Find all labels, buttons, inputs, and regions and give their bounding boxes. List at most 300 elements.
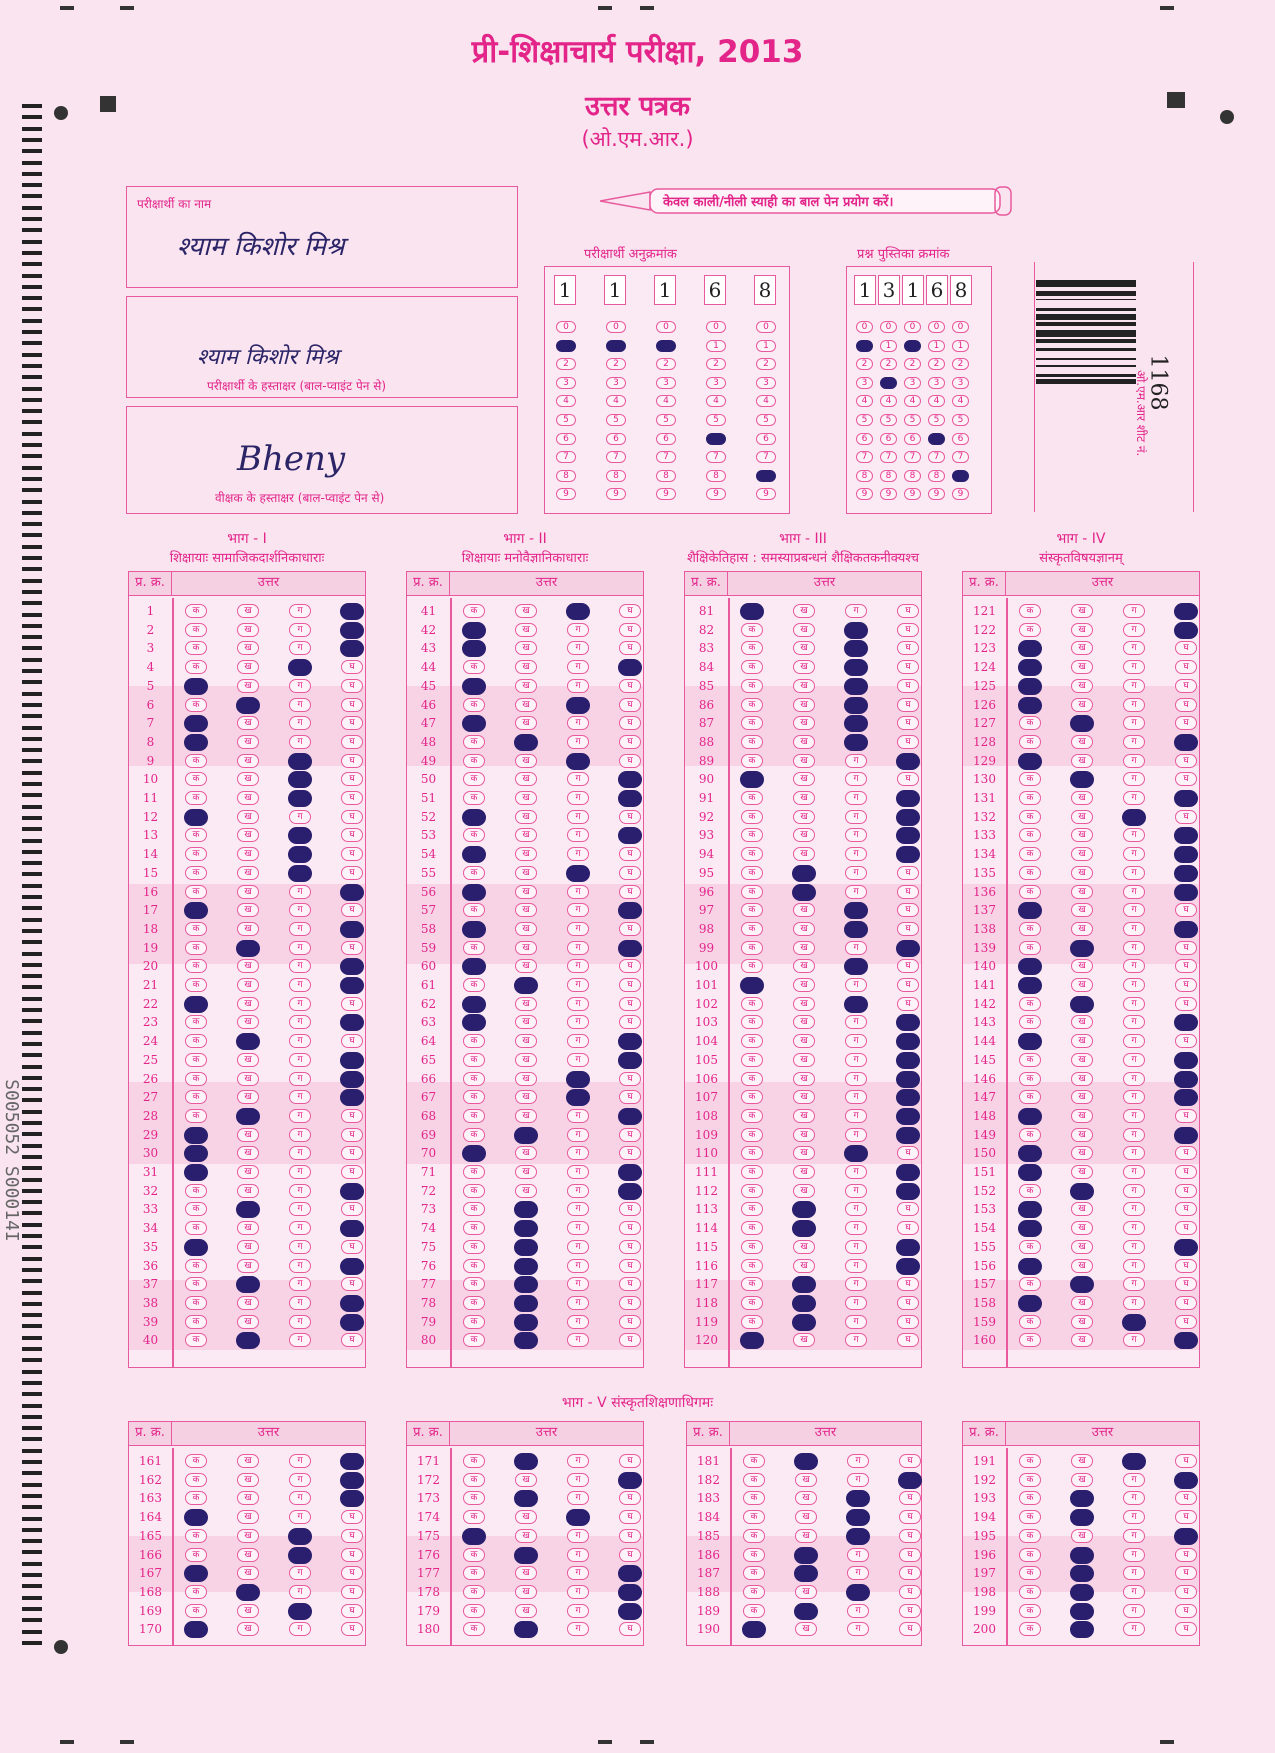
answer-bubble[interactable] [1018, 902, 1042, 919]
answer-bubble[interactable] [1018, 753, 1042, 770]
answer-bubble[interactable] [794, 1565, 818, 1582]
digit-bubble[interactable]: 7 [856, 451, 873, 463]
digit-bubble[interactable]: 0 [656, 321, 676, 333]
answer-bubble[interactable]: ग [845, 1221, 867, 1235]
answer-bubble[interactable]: ख [1071, 959, 1093, 973]
answer-bubble[interactable]: घ [619, 1622, 641, 1636]
answer-bubble[interactable] [1018, 1164, 1042, 1181]
answer-bubble[interactable]: क [463, 772, 485, 786]
answer-bubble[interactable] [1174, 1014, 1198, 1031]
answer-bubble[interactable] [184, 996, 208, 1013]
answer-bubble[interactable]: क [463, 698, 485, 712]
answer-bubble[interactable]: क [185, 1072, 207, 1086]
answer-bubble[interactable]: क [463, 1548, 485, 1562]
answer-bubble[interactable]: ग [1123, 791, 1145, 805]
answer-bubble[interactable] [742, 1621, 766, 1638]
answer-bubble[interactable]: ख [1071, 679, 1093, 693]
answer-bubble[interactable] [340, 640, 364, 657]
answer-bubble[interactable]: क [741, 810, 763, 824]
answer-bubble[interactable]: ग [289, 604, 311, 618]
answer-bubble[interactable]: घ [619, 1221, 641, 1235]
answer-bubble[interactable]: घ [897, 866, 919, 880]
digit-bubble[interactable]: 5 [856, 414, 873, 426]
digit-bubble[interactable]: 4 [706, 395, 726, 407]
answer-bubble[interactable] [1174, 1239, 1198, 1256]
answer-bubble[interactable] [792, 1295, 816, 1312]
answer-bubble[interactable]: क [741, 1277, 763, 1291]
answer-bubble[interactable]: ख [795, 1529, 817, 1543]
answer-bubble[interactable]: ख [237, 660, 259, 674]
answer-bubble[interactable]: क [463, 1221, 485, 1235]
answer-bubble[interactable]: क [185, 1296, 207, 1310]
answer-bubble[interactable] [184, 1565, 208, 1582]
answer-bubble[interactable]: ग [1123, 1109, 1145, 1123]
answer-bubble[interactable]: क [463, 1585, 485, 1599]
answer-bubble[interactable]: ग [1123, 1072, 1145, 1086]
answer-bubble[interactable]: घ [619, 885, 641, 899]
answer-bubble[interactable]: ग [1123, 735, 1145, 749]
answer-bubble[interactable]: ग [1123, 1053, 1145, 1067]
answer-bubble[interactable]: क [741, 1240, 763, 1254]
answer-bubble[interactable]: ग [289, 1296, 311, 1310]
answer-bubble[interactable] [1174, 734, 1198, 751]
answer-bubble[interactable] [288, 865, 312, 882]
answer-bubble[interactable]: ग [845, 941, 867, 955]
answer-bubble[interactable] [1018, 958, 1042, 975]
digit-bubble[interactable]: 3 [928, 377, 945, 389]
answer-bubble[interactable]: क [741, 1053, 763, 1067]
answer-bubble[interactable]: क [1019, 1333, 1041, 1347]
digit-bubble[interactable]: 7 [952, 451, 969, 463]
answer-bubble[interactable] [792, 1276, 816, 1293]
answer-bubble[interactable]: ख [1071, 641, 1093, 655]
answer-bubble[interactable]: ग [1123, 1240, 1145, 1254]
answer-bubble[interactable]: ख [515, 1184, 537, 1198]
answer-bubble[interactable] [340, 958, 364, 975]
digit-bubble[interactable]: 1 [952, 340, 969, 352]
answer-bubble[interactable]: ख [515, 716, 537, 730]
answer-bubble[interactable]: ग [289, 1015, 311, 1029]
answer-bubble[interactable]: ख [237, 1221, 259, 1235]
digit-bubble[interactable]: 2 [904, 358, 921, 370]
answer-bubble[interactable]: क [741, 997, 763, 1011]
answer-bubble[interactable]: ख [793, 1072, 815, 1086]
answer-bubble[interactable]: घ [619, 1146, 641, 1160]
answer-bubble[interactable]: ग [289, 885, 311, 899]
answer-bubble[interactable]: ग [289, 716, 311, 730]
digit-bubble[interactable]: 0 [556, 321, 576, 333]
answer-bubble[interactable]: क [741, 847, 763, 861]
answer-bubble[interactable]: घ [899, 1566, 921, 1580]
answer-bubble[interactable]: घ [897, 1277, 919, 1291]
answer-bubble[interactable]: ग [567, 922, 589, 936]
answer-bubble[interactable]: ख [237, 1072, 259, 1086]
answer-bubble[interactable] [514, 1547, 538, 1564]
answer-bubble[interactable] [896, 1164, 920, 1181]
answer-bubble[interactable]: क [1019, 1072, 1041, 1086]
digit-bubble[interactable]: 5 [606, 414, 626, 426]
answer-bubble[interactable]: ख [793, 1053, 815, 1067]
answer-bubble[interactable]: ख [1071, 1165, 1093, 1179]
answer-bubble[interactable] [618, 659, 642, 676]
answer-bubble[interactable]: क [185, 1548, 207, 1562]
answer-bubble[interactable] [1174, 1472, 1198, 1489]
answer-bubble[interactable]: ख [515, 922, 537, 936]
answer-bubble[interactable]: ख [515, 1053, 537, 1067]
answer-bubble[interactable]: क [463, 1473, 485, 1487]
answer-bubble[interactable]: घ [1175, 1548, 1197, 1562]
answer-bubble[interactable]: क [1019, 1491, 1041, 1505]
answer-bubble[interactable]: ग [567, 1109, 589, 1123]
answer-bubble[interactable] [896, 1239, 920, 1256]
digit-bubble[interactable]: 6 [856, 433, 873, 445]
answer-bubble[interactable]: क [743, 1548, 765, 1562]
answer-bubble[interactable]: घ [619, 735, 641, 749]
answer-bubble[interactable]: ग [567, 1034, 589, 1048]
answer-bubble[interactable]: घ [897, 959, 919, 973]
answer-bubble[interactable]: ग [289, 1491, 311, 1505]
answer-bubble[interactable] [462, 884, 486, 901]
answer-bubble[interactable]: ग [1123, 1622, 1145, 1636]
answer-bubble[interactable]: क [741, 1072, 763, 1086]
answer-bubble[interactable]: ग [567, 1454, 589, 1468]
answer-bubble[interactable]: ख [515, 847, 537, 861]
answer-bubble[interactable] [1174, 1332, 1198, 1349]
answer-bubble[interactable]: क [1019, 1090, 1041, 1104]
answer-bubble[interactable]: ग [845, 1165, 867, 1179]
answer-bubble[interactable] [844, 640, 868, 657]
digit-bubble[interactable]: 9 [756, 488, 776, 500]
answer-bubble[interactable] [1070, 1603, 1094, 1620]
answer-bubble[interactable] [1018, 977, 1042, 994]
answer-bubble[interactable]: ग [847, 1622, 869, 1636]
answer-bubble[interactable]: क [1019, 1053, 1041, 1067]
answer-bubble[interactable] [844, 659, 868, 676]
answer-bubble[interactable]: घ [341, 1622, 363, 1636]
answer-bubble[interactable]: घ [1175, 1566, 1197, 1580]
digit-bubble[interactable]: 4 [952, 395, 969, 407]
answer-bubble[interactable] [618, 1565, 642, 1582]
digit-bubble[interactable]: 2 [880, 358, 897, 370]
digit-bubble[interactable]: 9 [706, 488, 726, 500]
answer-bubble[interactable]: ख [237, 641, 259, 655]
answer-bubble[interactable]: ग [289, 1315, 311, 1329]
answer-bubble[interactable]: ख [1071, 1240, 1093, 1254]
answer-bubble[interactable] [1070, 1276, 1094, 1293]
digit-bubble[interactable]: 2 [656, 358, 676, 370]
answer-bubble[interactable]: ग [1123, 1333, 1145, 1347]
answer-bubble[interactable]: ख [793, 604, 815, 618]
digit-bubble[interactable]: 2 [756, 358, 776, 370]
answer-bubble[interactable]: क [1019, 1277, 1041, 1291]
answer-bubble[interactable]: ख [237, 1053, 259, 1067]
answer-bubble[interactable]: क [185, 922, 207, 936]
answer-bubble[interactable] [844, 697, 868, 714]
answer-bubble[interactable] [1174, 827, 1198, 844]
answer-bubble[interactable] [896, 940, 920, 957]
answer-bubble[interactable]: क [185, 791, 207, 805]
answer-bubble[interactable]: घ [341, 1165, 363, 1179]
answer-bubble[interactable]: क [185, 828, 207, 842]
answer-bubble[interactable]: क [463, 1510, 485, 1524]
answer-bubble[interactable]: घ [897, 735, 919, 749]
answer-bubble[interactable]: ख [793, 1146, 815, 1160]
answer-bubble[interactable]: ख [1071, 1221, 1093, 1235]
answer-bubble[interactable] [514, 1127, 538, 1144]
answer-bubble[interactable]: क [463, 1034, 485, 1048]
answer-bubble[interactable]: क [743, 1604, 765, 1618]
answer-bubble[interactable]: घ [619, 1296, 641, 1310]
answer-bubble[interactable] [618, 940, 642, 957]
answer-bubble[interactable]: क [185, 641, 207, 655]
answer-bubble[interactable] [514, 1490, 538, 1507]
answer-bubble[interactable]: ग [1123, 1165, 1145, 1179]
answer-bubble[interactable]: घ [619, 866, 641, 880]
answer-bubble[interactable]: घ [341, 660, 363, 674]
answer-bubble[interactable]: ग [845, 847, 867, 861]
answer-bubble[interactable]: ख [793, 716, 815, 730]
answer-bubble[interactable]: ग [847, 1473, 869, 1487]
answer-bubble[interactable]: ख [515, 1072, 537, 1086]
answer-bubble[interactable]: घ [619, 1333, 641, 1347]
digit-bubble[interactable]: 6 [880, 433, 897, 445]
digit-bubble[interactable]: 9 [656, 488, 676, 500]
answer-bubble[interactable]: ग [567, 1277, 589, 1291]
answer-bubble[interactable]: ग [1123, 623, 1145, 637]
answer-bubble[interactable]: घ [897, 978, 919, 992]
answer-bubble[interactable]: ख [515, 997, 537, 1011]
answer-bubble[interactable]: क [741, 1128, 763, 1142]
answer-bubble[interactable]: क [741, 903, 763, 917]
answer-bubble[interactable] [1018, 659, 1042, 676]
answer-bubble[interactable]: घ [1175, 1184, 1197, 1198]
digit-bubble[interactable]: 8 [606, 470, 626, 482]
answer-bubble[interactable]: क [1019, 1015, 1041, 1029]
answer-bubble[interactable] [896, 827, 920, 844]
answer-bubble[interactable]: क [185, 866, 207, 880]
answer-bubble[interactable]: क [1019, 885, 1041, 899]
answer-bubble[interactable]: ग [1123, 1146, 1145, 1160]
answer-bubble[interactable]: घ [897, 641, 919, 655]
answer-bubble[interactable]: ख [1071, 623, 1093, 637]
answer-bubble[interactable]: ख [793, 679, 815, 693]
answer-bubble[interactable] [340, 1089, 364, 1106]
answer-bubble[interactable]: घ [341, 1566, 363, 1580]
answer-bubble[interactable]: क [741, 754, 763, 768]
answer-bubble[interactable]: ग [567, 660, 589, 674]
answer-bubble[interactable] [844, 1145, 868, 1162]
answer-bubble[interactable] [462, 622, 486, 639]
digit-bubble[interactable]: 7 [606, 451, 626, 463]
answer-bubble[interactable] [288, 1547, 312, 1564]
answer-bubble[interactable] [340, 1183, 364, 1200]
answer-bubble[interactable]: क [1019, 941, 1041, 955]
answer-bubble[interactable]: घ [341, 1585, 363, 1599]
digit-bubble[interactable]: 6 [606, 433, 626, 445]
digit-bubble[interactable]: 0 [606, 321, 626, 333]
answer-bubble[interactable] [1122, 809, 1146, 826]
answer-bubble[interactable] [340, 1472, 364, 1489]
answer-bubble[interactable] [288, 846, 312, 863]
answer-bubble[interactable] [1122, 1453, 1146, 1470]
answer-bubble[interactable]: क [741, 679, 763, 693]
answer-bubble[interactable]: क [463, 866, 485, 880]
answer-bubble[interactable]: ख [237, 623, 259, 637]
answer-bubble[interactable]: ग [1123, 1529, 1145, 1543]
digit-bubble[interactable]: 5 [706, 414, 726, 426]
answer-bubble[interactable]: ख [793, 1165, 815, 1179]
answer-bubble[interactable]: ख [793, 941, 815, 955]
answer-bubble[interactable]: ग [1123, 866, 1145, 880]
answer-bubble[interactable] [340, 1052, 364, 1069]
digit-bubble[interactable]: 5 [756, 414, 776, 426]
answer-bubble[interactable]: घ [341, 997, 363, 1011]
answer-bubble[interactable] [184, 1239, 208, 1256]
answer-bubble[interactable]: ग [845, 1240, 867, 1254]
answer-bubble[interactable] [844, 622, 868, 639]
answer-bubble[interactable]: घ [897, 997, 919, 1011]
answer-bubble[interactable]: क [185, 1585, 207, 1599]
answer-bubble[interactable] [462, 1014, 486, 1031]
answer-bubble[interactable] [462, 846, 486, 863]
answer-bubble[interactable]: घ [1175, 1165, 1197, 1179]
answer-bubble[interactable]: क [743, 1473, 765, 1487]
answer-bubble[interactable]: घ [341, 1333, 363, 1347]
answer-bubble[interactable]: ग [567, 885, 589, 899]
answer-bubble[interactable]: घ [1175, 941, 1197, 955]
answer-bubble[interactable] [618, 902, 642, 919]
answer-bubble[interactable]: ख [1071, 866, 1093, 880]
answer-bubble[interactable]: घ [341, 1510, 363, 1524]
answer-bubble[interactable]: क [185, 623, 207, 637]
answer-bubble[interactable]: ग [567, 1184, 589, 1198]
answer-bubble[interactable]: ख [793, 641, 815, 655]
answer-bubble[interactable]: क [463, 1333, 485, 1347]
answer-bubble[interactable] [340, 1014, 364, 1031]
answer-bubble[interactable]: क [463, 1296, 485, 1310]
answer-bubble[interactable] [514, 1220, 538, 1237]
answer-bubble[interactable]: ख [515, 754, 537, 768]
answer-bubble[interactable]: क [463, 1259, 485, 1273]
answer-bubble[interactable]: ग [1123, 1604, 1145, 1618]
answer-bubble[interactable] [462, 640, 486, 657]
answer-bubble[interactable]: ग [289, 978, 311, 992]
answer-bubble[interactable]: क [463, 791, 485, 805]
answer-bubble[interactable] [618, 1472, 642, 1489]
answer-bubble[interactable]: घ [619, 1259, 641, 1273]
answer-bubble[interactable] [236, 940, 260, 957]
digit-bubble[interactable]: 9 [556, 488, 576, 500]
answer-bubble[interactable] [184, 734, 208, 751]
answer-bubble[interactable]: ख [1071, 828, 1093, 842]
answer-bubble[interactable]: ख [237, 772, 259, 786]
answer-bubble[interactable]: क [741, 922, 763, 936]
answer-bubble[interactable] [514, 1239, 538, 1256]
digit-bubble[interactable]: 7 [706, 451, 726, 463]
answer-bubble[interactable]: ख [237, 903, 259, 917]
digit-bubble[interactable]: 8 [856, 470, 873, 482]
answer-bubble[interactable]: घ [619, 1015, 641, 1029]
digit-bubble[interactable]: 9 [880, 488, 897, 500]
answer-bubble[interactable] [1018, 1220, 1042, 1237]
answer-bubble[interactable]: ग [567, 959, 589, 973]
answer-bubble[interactable]: ग [567, 1315, 589, 1329]
answer-bubble[interactable] [462, 809, 486, 826]
answer-bubble[interactable]: ख [795, 1473, 817, 1487]
answer-bubble[interactable]: ग [567, 1202, 589, 1216]
answer-bubble[interactable]: क [741, 623, 763, 637]
answer-bubble[interactable] [1174, 790, 1198, 807]
answer-bubble[interactable]: ख [793, 922, 815, 936]
answer-bubble[interactable]: ग [845, 866, 867, 880]
answer-bubble[interactable]: ख [515, 772, 537, 786]
answer-bubble[interactable] [462, 678, 486, 695]
answer-bubble[interactable]: ग [1123, 1548, 1145, 1562]
digit-bubble[interactable]: 3 [656, 377, 676, 389]
answer-bubble[interactable] [792, 1201, 816, 1218]
answer-bubble[interactable]: ग [1123, 716, 1145, 730]
digit-bubble[interactable]: 2 [856, 358, 873, 370]
answer-bubble[interactable]: ख [237, 1146, 259, 1160]
answer-bubble[interactable]: घ [1175, 754, 1197, 768]
answer-bubble[interactable] [514, 1453, 538, 1470]
answer-bubble[interactable]: घ [1175, 959, 1197, 973]
answer-bubble[interactable] [236, 697, 260, 714]
answer-bubble[interactable]: घ [897, 1296, 919, 1310]
answer-bubble[interactable] [184, 678, 208, 695]
answer-bubble[interactable]: क [741, 1015, 763, 1029]
answer-bubble[interactable]: ग [567, 1165, 589, 1179]
answer-bubble[interactable]: ग [847, 1566, 869, 1580]
answer-bubble[interactable]: क [185, 604, 207, 618]
answer-bubble[interactable] [844, 996, 868, 1013]
digit-bubble[interactable]: 6 [952, 433, 969, 445]
answer-bubble[interactable]: ग [289, 1566, 311, 1580]
digit-bubble[interactable]: 7 [556, 451, 576, 463]
answer-bubble[interactable]: घ [897, 903, 919, 917]
answer-bubble[interactable]: क [741, 1221, 763, 1235]
answer-bubble[interactable] [896, 1108, 920, 1125]
answer-bubble[interactable] [846, 1490, 870, 1507]
answer-bubble[interactable] [1174, 865, 1198, 882]
answer-bubble[interactable]: घ [897, 660, 919, 674]
answer-bubble[interactable]: क [741, 866, 763, 880]
answer-bubble[interactable]: ग [567, 810, 589, 824]
digit-bubble[interactable]: 5 [880, 414, 897, 426]
answer-bubble[interactable] [1018, 640, 1042, 657]
answer-bubble[interactable]: ग [289, 1333, 311, 1347]
answer-bubble[interactable]: घ [341, 941, 363, 955]
answer-bubble[interactable]: ग [567, 735, 589, 749]
answer-bubble[interactable]: ग [567, 997, 589, 1011]
digit-bubble[interactable]: 8 [556, 470, 576, 482]
answer-bubble[interactable]: ग [845, 1015, 867, 1029]
answer-bubble[interactable]: घ [619, 1128, 641, 1142]
answer-bubble[interactable]: ग [845, 1072, 867, 1086]
answer-bubble[interactable]: ग [289, 1622, 311, 1636]
answer-bubble[interactable]: ग [567, 941, 589, 955]
answer-bubble[interactable]: ग [1123, 847, 1145, 861]
answer-bubble[interactable] [794, 1603, 818, 1620]
answer-bubble[interactable]: घ [897, 604, 919, 618]
answer-bubble[interactable]: घ [619, 1510, 641, 1524]
answer-bubble[interactable]: क [1019, 828, 1041, 842]
answer-bubble[interactable] [514, 1295, 538, 1312]
answer-bubble[interactable]: ख [793, 1090, 815, 1104]
answer-bubble[interactable]: ख [237, 1454, 259, 1468]
digit-bubble[interactable]: 7 [656, 451, 676, 463]
answer-bubble[interactable] [844, 678, 868, 695]
